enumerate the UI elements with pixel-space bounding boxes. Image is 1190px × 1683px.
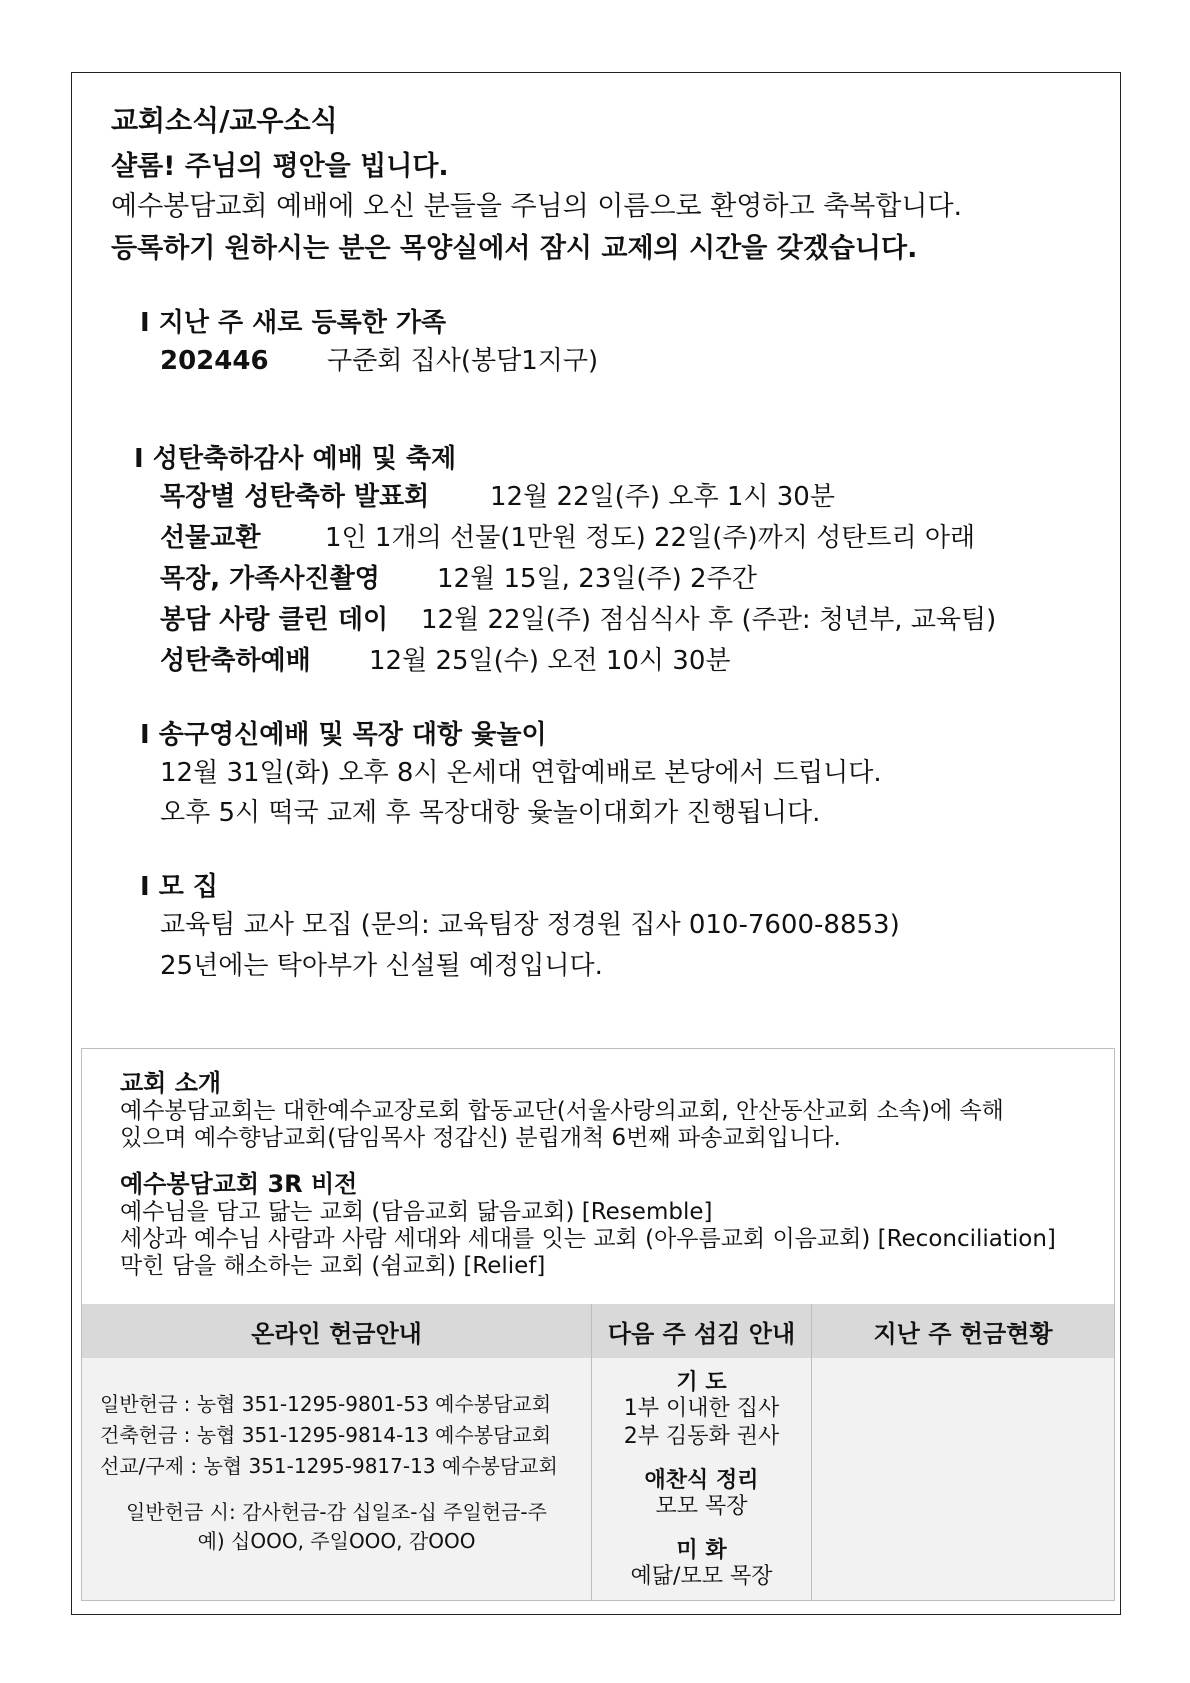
vision-heading: 예수봉담교회 3R 비전 — [120, 1170, 358, 1198]
newyear-heading: I 송구영신예배 및 목장 대항 윷놀이 — [140, 720, 547, 750]
service-body — [592, 1358, 811, 1600]
welcome-text: 예수봉담교회 예배에 오신 분들을 주님의 이름으로 환영하고 축복합니다. — [111, 191, 963, 222]
intro-heading: 교회 소개 — [120, 1069, 222, 1097]
offering-body — [82, 1358, 591, 1600]
lunch-group: 모모 목장 — [655, 1494, 748, 1519]
account-line: 선교/구제 : 농협 351-1295-9817-13 예수봉담교회 — [100, 1454, 558, 1478]
christmas-item-detail: 12월 25일(수) 오전 10시 30분 — [369, 646, 731, 676]
church-info-box — [81, 1048, 1115, 1601]
lunch-title: 애찬식 정리 — [644, 1468, 759, 1493]
offering-note: 예) 십OOO, 주일OOO, 감OOO — [197, 1529, 476, 1553]
greeting: 샬롬! 주님의 평안을 빕니다. — [111, 151, 449, 182]
christmas-item-detail: 1인 1개의 선물(1만원 정도) 22일(주)까지 성탄트리 아래 — [325, 523, 976, 553]
christmas-item-label: 봉담 사랑 클린 데이 — [160, 605, 389, 635]
prayer-leader: 1부 이내한 집사 — [623, 1396, 780, 1421]
newyear-line: 12월 31일(화) 오후 8시 온세대 연합예배로 본당에서 드립니다. — [160, 758, 882, 788]
offering-status-header: 지난 주 헌금현황 — [812, 1304, 1114, 1359]
page-title: 교회소식/교우소식 — [111, 104, 338, 137]
register-text: 등록하기 원하시는 분은 목양실에서 잠시 교제의 시간을 갖겠습니다. — [111, 233, 918, 264]
newyear-line: 오후 5시 떡국 교제 후 목장대항 윷놀이대회가 진행됩니다. — [160, 798, 821, 828]
recruit-heading: I 모 집 — [140, 872, 219, 902]
christmas-item-label: 선물교환 — [160, 523, 261, 553]
intro-line: 예수봉담교회는 대한예수교장로회 합동교단(서울사랑의교회, 안산동산교회 소속)에 속해 — [120, 1098, 1004, 1124]
account-line: 건축헌금 : 농협 351-1295-9814-13 예수봉담교회 — [100, 1423, 552, 1447]
offering-status-column — [812, 1304, 1114, 1600]
offering-note: 일반헌금 시: 감사헌금-감 십일조-십 주일헌금-주 — [126, 1500, 547, 1524]
christmas-item-label: 목장, 가족사진촬영 — [160, 564, 380, 594]
christmas-item-label: 성탄축하예배 — [160, 646, 311, 676]
vision-line: 예수님을 담고 닮는 교회 (담음교회 닮음교회) [Resemble] — [120, 1199, 713, 1225]
flower-group: 예닮/모모 목장 — [630, 1564, 773, 1589]
vision-line: 막힌 담을 해소하는 교회 (쉼교회) [Relief] — [120, 1253, 546, 1279]
christmas-item-detail: 12월 15일, 23일(주) 2주간 — [437, 564, 757, 594]
new-family-id: 202446 — [160, 346, 269, 376]
offering-header: 온라인 헌금안내 — [82, 1304, 591, 1359]
christmas-item-detail: 12월 22일(주) 오후 1시 30분 — [490, 482, 835, 512]
christmas-heading: I 성탄축하감사 예배 및 축제 — [134, 444, 457, 474]
service-header: 다음 주 섬김 안내 — [592, 1304, 811, 1359]
new-family-heading: I 지난 주 새로 등록한 가족 — [140, 308, 447, 338]
prayer-leader: 2부 김동화 권사 — [623, 1424, 780, 1449]
service-column — [592, 1304, 812, 1600]
prayer-title: 기 도 — [676, 1370, 727, 1395]
account-line: 일반헌금 : 농협 351-1295-9801-53 예수봉담교회 — [100, 1392, 552, 1416]
new-family-name: 구준회 집사(봉담1지구) — [327, 346, 599, 376]
intro-line: 있으며 예수향남교회(담임목사 정갑신) 분립개척 6번째 파송교회입니다. — [120, 1125, 841, 1151]
vision-line: 세상과 예수님 사람과 사람 세대와 세대를 잇는 교회 (아우름교회 이음교회) [Reconciliation] — [120, 1226, 1056, 1252]
info-table — [82, 1304, 1114, 1600]
christmas-item-label: 목장별 성탄축하 발표회 — [160, 482, 430, 512]
flower-title: 미 화 — [676, 1538, 727, 1563]
recruit-line: 25년에는 탁아부가 신설될 예정입니다. — [160, 951, 603, 981]
offering-column — [82, 1304, 592, 1600]
offering-status-body — [812, 1358, 1114, 1600]
christmas-item-detail: 12월 22일(주) 점심식사 후 (주관: 청년부, 교육팀) — [421, 605, 997, 635]
recruit-line: 교육팀 교사 모집 (문의: 교육팀장 정경원 집사 010-7600-8853) — [160, 910, 900, 940]
